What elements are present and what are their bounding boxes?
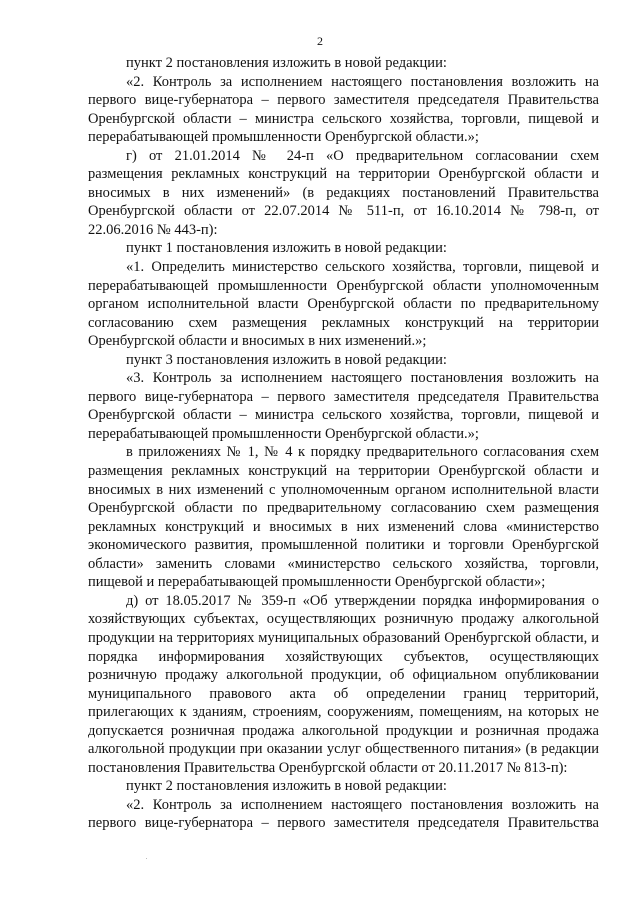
page-number: 2 <box>317 34 323 48</box>
paragraph: «2. Контроль за исполнением настоящего постановления возложить на первого вице-губернатора – первого заместителя председателя Правительства Оренбургской области – министра сельского хозяйства, торговли, пищевой и перерабатывающей промышленности Оренбургской области.»; <box>88 73 599 146</box>
paragraph: пункт 2 постановления изложить в новой редакции: <box>126 55 447 71</box>
scan-speck <box>146 858 147 859</box>
paragraph: пункт 1 постановления изложить в новой редакции: <box>126 240 447 257</box>
document-body <box>88 54 599 833</box>
paragraph: д) от 18.05.2017 № 359-п «Об утверждении порядка информирования о хозяйствующих субъектах, осуществляющих розничную продажу алкогольной продукции на территориях муниципальных образований Оренбургской области, и порядка информирования хозяйствующих субъектов, осуществляющих розничную продажу алкогольной продукции, об официальном опубликовании муниципального правового акта об определении границ территорий, прилегающих к зданиям, строениям, сооружениям, помещениям, на которых не допускается розничная продажа алкогольной продукции и розничная продажа алкогольной продукции при оказании услуг общественного питания» (в редакции постановления Правительства Оренбургской области от 20.11.2017 № 813-п): <box>88 592 599 776</box>
paragraph: «2. Контроль за исполнением настоящего постановления возложить на первого вице-губернатора – первого заместителя председателя Правительства <box>88 796 599 832</box>
paragraph: пункт 2 постановления изложить в новой редакции: <box>126 778 447 795</box>
paragraph: «1. Определить министерство сельского хозяйства, торговли, пищевой и перерабатывающей промышленности Оренбургской области уполномоченным органом исполнительной власти Оренбургской области по предварительному согласованию схем размещения рекламных конструкций на территории Оренбургской области и вносимых в них изменений.»; <box>88 259 599 350</box>
paragraph: «3. Контроль за исполнением настоящего постановления возложить на первого вице-губернатора – первого заместителя председателя Правительства Оренбургской области – министра сельского хозяйства, торговли, пищевой и перерабатывающей промышленности Оренбургской области.»; <box>88 370 599 442</box>
paragraph: в приложениях № 1, № 4 к порядку предварительного согласования схем размещения рекламных конструкций на территории Оренбургской области и вносимых в них изменений с уполномоченным органом исполнительной власти Оренбургской области по предварительному согласованию схем размещения рекламных конструкций и вносимых в них изменений слова «министерство экономического развития, промышленной политики и торговли Оренбургской области» заменить словами «министерство сельского хозяйства, торговли, пищевой и перерабатывающей промышленности Оренбургской области»; <box>88 444 599 591</box>
paragraph: пункт 3 постановления изложить в новой редакции: <box>126 351 447 368</box>
paragraph: г) от 21.01.2014 № 24-п «О предварительном согласовании схем размещения рекламных конструкций на территории Оренбургской области и вносимых в них изменений» (в редакциях постановлений Правительства Оренбургской области от 22.07.2014 № 511-п, от 16.10.2014 № 798-п, от 22.06.2016 № 443-п): <box>88 147 599 238</box>
